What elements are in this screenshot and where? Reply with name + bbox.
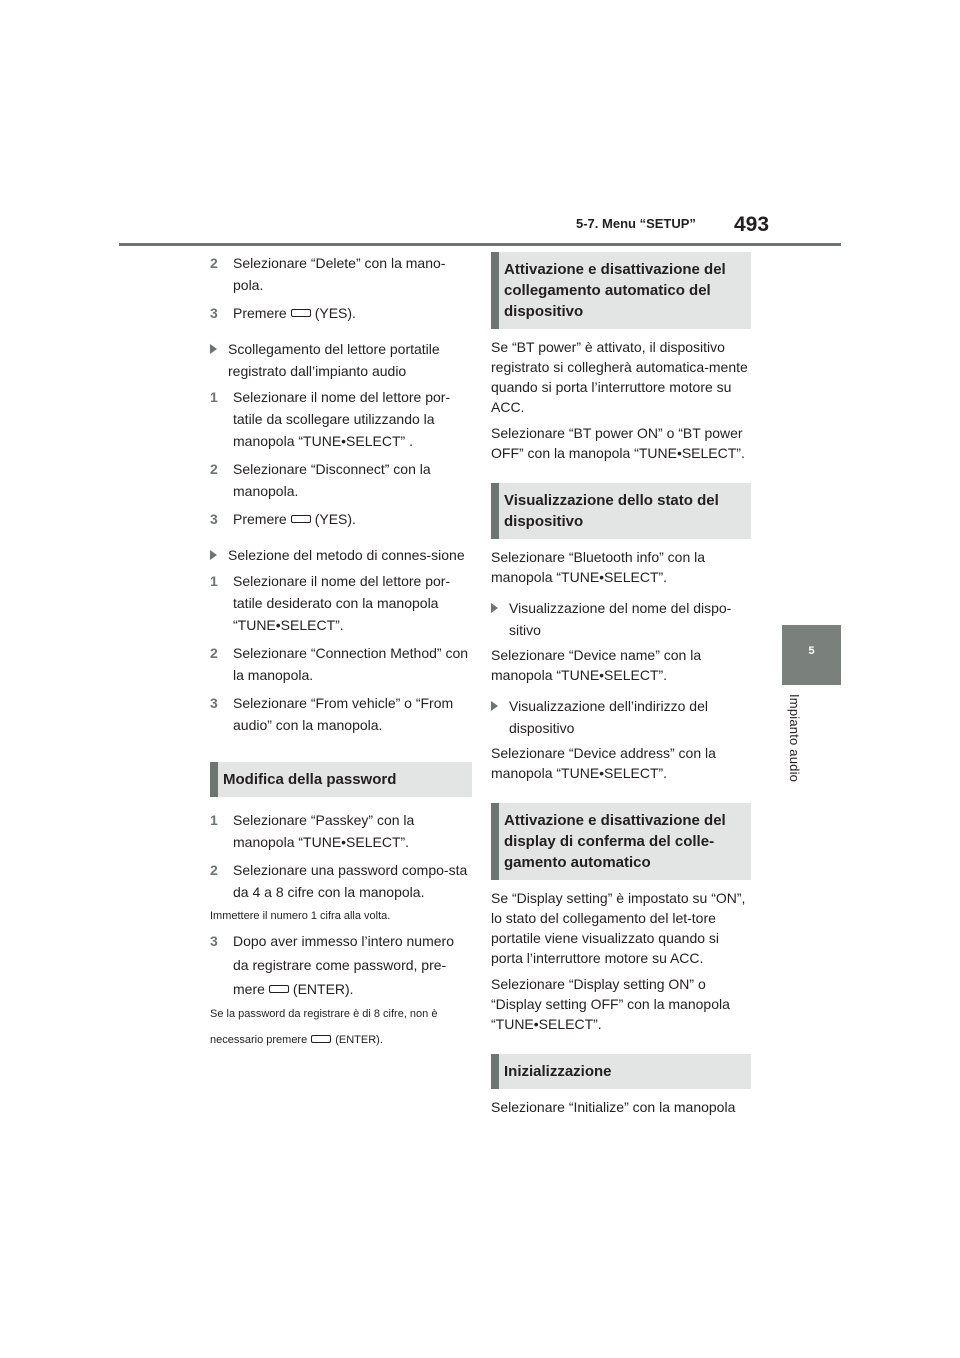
header-title: 5-7. Menu “SETUP” xyxy=(576,216,696,231)
step xyxy=(210,386,472,452)
step xyxy=(210,859,472,903)
rectangular-button-icon xyxy=(291,515,311,523)
step-number: 2 xyxy=(210,862,218,878)
bullet-text: Visualizzazione dell’indirizzo del dispositivo xyxy=(509,698,708,736)
step-text: Selezionare una password compo-sta da 4 a 8 cifre con la manopola. xyxy=(233,862,468,900)
step-text: Selezionare “Disconnect” con la manopola. xyxy=(233,461,431,499)
step-number: 2 xyxy=(210,645,218,661)
page-number: 493 xyxy=(734,213,770,236)
step-number: 1 xyxy=(210,389,218,405)
step-number: 3 xyxy=(210,933,218,949)
step-text: Selezionare il nome del lettore por-tatile desiderato con la manopola “TUNE•SELECT”. xyxy=(233,573,451,633)
section-heading-status: Visualizzazione dello stato del dispositivo xyxy=(491,483,751,539)
section-heading-display: Attivazione e disattivazione del display di conferma del colle-gamento automatico xyxy=(491,803,751,880)
step xyxy=(210,692,472,736)
note-text-part: Se la password da registrare è di 8 cifre, non è necessario premere xyxy=(210,1008,438,1046)
step xyxy=(210,458,472,502)
bullet-item xyxy=(210,338,472,382)
step xyxy=(210,570,472,636)
bullet-text: Scollegamento del lettore portatile registrato dall’impianto audio xyxy=(228,341,440,379)
step xyxy=(210,252,472,296)
bullet-text: Selezione del metodo di connes-sione xyxy=(228,547,465,563)
paragraph: Selezionare “Device name” con la manopola “TUNE•SELECT”. xyxy=(491,647,702,683)
right-column xyxy=(491,252,751,1123)
step xyxy=(210,302,472,324)
rectangular-button-icon xyxy=(269,985,289,993)
triangle-bullet-icon xyxy=(491,701,498,711)
step-number: 3 xyxy=(210,305,218,321)
header-rule xyxy=(119,243,841,246)
bullet-text: Visualizzazione del nome del dispo-sitivo xyxy=(509,600,732,638)
left-column xyxy=(210,252,472,1053)
chapter-number: 5 xyxy=(808,645,815,657)
step-text: Selezionare “Delete” con la mano-pola. xyxy=(233,255,446,293)
chapter-tab xyxy=(782,625,841,685)
step-number: 2 xyxy=(210,255,218,271)
step xyxy=(210,929,472,1001)
section-heading-password: Modifica della password xyxy=(210,762,472,797)
triangle-bullet-icon xyxy=(210,550,217,560)
paragraph: Selezionare “Display setting ON” o “Display setting OFF” con la manopola “TUNE•SELECT”. xyxy=(491,976,730,1032)
step-text: (YES). xyxy=(314,511,356,527)
paragraph: Selezionare “Device address” con la manopola “TUNE•SELECT”. xyxy=(491,745,716,781)
rectangular-button-icon xyxy=(291,309,311,317)
paragraph: Selezionare “BT power ON” o “BT power OFF” con la manopola “TUNE•SELECT”. xyxy=(491,425,745,461)
step-number: 1 xyxy=(210,812,218,828)
step-text: Dopo aver immesso l’intero numero da registrare come password, pre-mere xyxy=(233,933,454,997)
step-number: 2 xyxy=(210,461,218,477)
bullet-item xyxy=(491,695,751,739)
paragraph: Selezionare “Initialize” con la manopola xyxy=(491,1099,736,1115)
step-text: (ENTER). xyxy=(292,981,354,997)
step-number: 1 xyxy=(210,573,218,589)
note-text-part: (ENTER). xyxy=(335,1034,383,1046)
step-text: Premere xyxy=(233,305,287,321)
step-text: Premere xyxy=(233,511,287,527)
triangle-bullet-icon xyxy=(210,344,217,354)
step-number: 3 xyxy=(210,695,218,711)
step-text: Selezionare “From vehicle” o “From audio” con la manopola. xyxy=(233,695,454,733)
bullet-item xyxy=(210,544,472,566)
chapter-label: Impianto audio xyxy=(787,694,802,783)
paragraph: Selezionare “Bluetooth info” con la manopola “TUNE•SELECT”. xyxy=(491,549,706,585)
paragraph: Se “Display setting” è impostato su “ON”, lo stato del collegamento del let-tore portatile viene visualizzato quando si porta l’interruttore motore su ACC. xyxy=(491,890,746,966)
triangle-bullet-icon xyxy=(491,603,498,613)
section-heading-init: Inizializzazione xyxy=(491,1054,751,1089)
step-text: (YES). xyxy=(314,305,356,321)
step xyxy=(210,809,472,853)
section-heading-autoconnect: Attivazione e disattivazione del collegamento automatico del dispositivo xyxy=(491,252,751,329)
paragraph: Se “BT power” è attivato, il dispositivo registrato si collegherà automatica-mente quando si porta l’interruttore motore su ACC. xyxy=(491,339,748,415)
step-text: Selezionare “Passkey” con la manopola “TUNE•SELECT”. xyxy=(233,812,415,850)
bullet-item xyxy=(491,597,751,641)
step xyxy=(210,508,472,530)
note-text: Immettere il numero 1 cifra alla volta. xyxy=(210,910,391,922)
step xyxy=(210,642,472,686)
step-text: Selezionare “Connection Method” con la manopola. xyxy=(233,645,469,683)
step-text: Selezionare il nome del lettore por-tatile da scollegare utilizzando la manopola “TUNE•SELECT” . xyxy=(233,389,451,449)
rectangular-button-icon xyxy=(311,1035,331,1043)
step-number: 3 xyxy=(210,511,218,527)
note-text xyxy=(210,1001,472,1053)
